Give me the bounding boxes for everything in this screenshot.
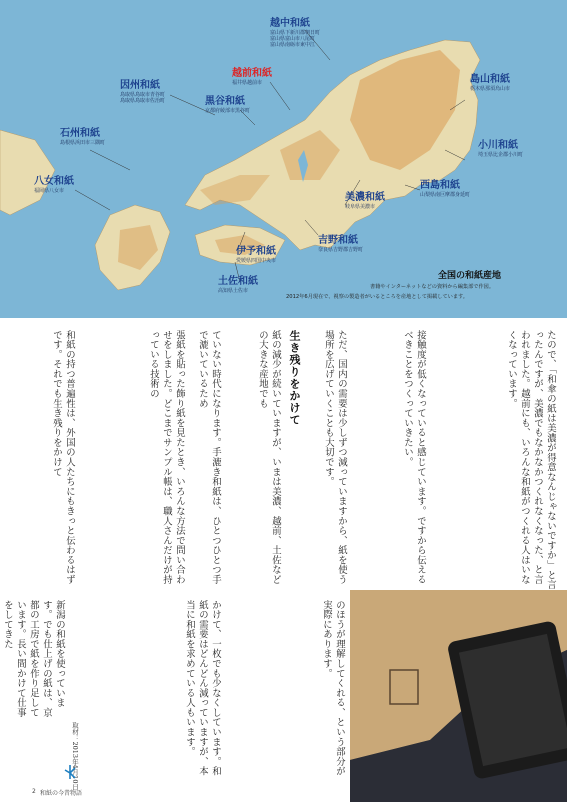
- label-iyo: 伊予和紙 愛媛県四国中央市: [236, 246, 277, 264]
- label-toyama: 島山和紙 栃木県那須烏山市: [470, 74, 511, 92]
- washi-production-map: [0, 0, 567, 318]
- washi-tablet-photo: [350, 590, 567, 802]
- article-column-1: たので、「和傘の紙は美濃が得意なんじゃないですか」と言ったんですが、美濃でもなかなかつくれなくなった、と言われました。越前にも、いろんな和紙がつくれる人はいなくなっています。: [506, 330, 556, 590]
- article-column-6: 張紙を貼った飾り紙を見たとき、いろんな方法で問い合わせをしました。どこまでサンプル帳は、職人さんだけが持っている技術の: [148, 330, 185, 585]
- article-column-10: 新潟の和紙を使っています。でも仕上げの紙は、京都の工房で紙を作り足しています。長い間かけて仕事をしてきた: [2, 600, 65, 718]
- map-note-1: 書籍やインターネットなどの資料から編集部で作図。: [370, 284, 495, 290]
- article-column-4: 紙の減少が続いていますが、いまは美濃、越前、土佐などの大きな産地でも: [257, 330, 281, 585]
- label-kurotani: 黒谷和紙 京都府綾部市黒谷町: [205, 96, 251, 114]
- label-yoshino: 吉野和紙 奈良県吉野郡吉野町: [318, 235, 364, 253]
- article-column-8: のほうが理解してくれる、という部分が実際にあります。: [321, 600, 345, 777]
- section-heading: 生き残りをかけて: [288, 330, 301, 426]
- label-etchu: 越中和紙 富山県下新川郡朝日町 富山県富山市八尾町 富山県南砺市東中江: [270, 18, 321, 48]
- label-sekishu: 石州和紙 島根県浜田市三隅町: [60, 128, 106, 146]
- article-column-7: 和紙の持つ普遍性は、外国の人たちにもきっと伝わるはずです。それでも生き残りをかけて: [51, 330, 75, 585]
- interview-date: 取材：2013年4月10日: [71, 722, 79, 790]
- page-number: 2: [32, 788, 36, 795]
- article-column-2: 接触度が低くなっていると感じています。ですから伝えるべきことをつくっていきたい。: [402, 330, 426, 585]
- label-echizen: 越前和紙 福井県越前市: [232, 68, 272, 86]
- label-yame: 八女和紙 福岡県八女市: [34, 176, 74, 194]
- label-nishijima: 西島和紙 山梨県南巨摩郡身延町: [420, 180, 471, 198]
- article-column-5: ていない時代になります。手漉き和紙は、ひとつひとつ手で漉いているため: [197, 330, 221, 585]
- footer-title: 和紙の今昔物語: [40, 790, 83, 797]
- label-ogawa: 小川和紙 埼玉県比企郡小川町: [478, 140, 524, 158]
- label-mino: 美濃和紙 岐阜県美濃市: [345, 192, 385, 210]
- article-column-9: かけて、一枚でも少なくしています。和紙の需要はどんどん減っていますが、本当に和紙を求めている人もいます。: [184, 600, 221, 777]
- map-legend-title: 全国の和紙産地: [438, 271, 502, 281]
- map-note-2: 2012年6月現在で、視察の製造者がいるところを産地として掲載しています。: [286, 294, 468, 300]
- article-column-3: ただ、国内の需要は少しずつ減っていますから、紙を使う場所を広げていくことも大切です。: [323, 330, 347, 585]
- label-tosa: 土佐和紙 高知県土佐市: [218, 276, 258, 294]
- label-inshu: 因州和紙 鳥取県鳥取市青谷町 鳥取県鳥取市佐治町: [120, 80, 166, 104]
- brand-mark-icon: [62, 764, 78, 780]
